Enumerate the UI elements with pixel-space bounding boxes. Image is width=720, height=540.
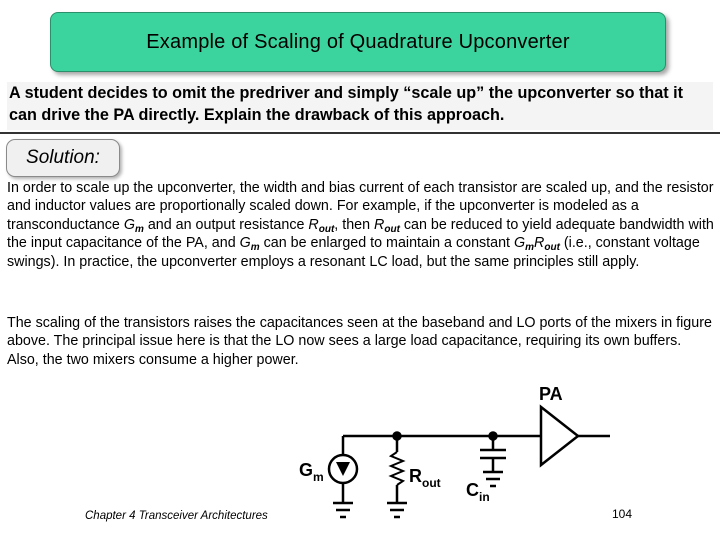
text-run: (i.e., constant voltage swings). In practice, the upconverter employs a resonant LC load, but the same principles still apply. [7,235,700,270]
rout-symbol: $R_{out}$ [374,216,400,235]
text-run: In order to scale up the upconverter, the width and bias current of each transistor are scaled up, and the resistor and inductor values are proportionally scaled down. For example, if the upconverter is modeled as a transconductance [7,180,714,233]
rout-symbol: $R_{out}$ [308,216,335,235]
ground-icon [387,503,407,517]
gm-symbol: $G_m$ [123,216,144,235]
text-run: , then [334,216,375,233]
ground-icon [483,472,503,486]
gm-symbol: $G_m$ [239,235,260,254]
problem-statement: A student decides to omit the predriver and simply “scale up” the upconverter so that it can drive the PA directly. Explain the drawback of this approach. [7,82,713,130]
page-number: 104 [612,507,633,521]
ground-icon [333,503,353,517]
gm-rout-product: $G_mR_{out}$ [514,235,560,254]
pa-label: PA [539,384,563,404]
gm-label: $G_m$ [299,460,324,484]
slide-title: Example of Scaling of Quadrature Upconverter [146,30,570,53]
text-run: can be enlarged to maintain a constant [259,235,514,252]
rout-label: $R_{out}$ [409,466,441,490]
resistor-symbol [391,452,403,485]
pa-amplifier-symbol [541,407,578,465]
current-arrow-icon [336,462,350,476]
cin-label: $C_{in}$ [466,480,490,504]
text-run: and an output resistance [143,216,309,233]
chapter-footer: Chapter 4 Transceiver Architectures [85,510,268,522]
solution-paragraph-2: The scaling of the transistors raises the capacitances seen at the baseband and LO ports of the mixers in figure above. The principal issue here is that the LO now sees a large load capacitance, requiring its own buffers. Also, the two mixers consume a higher power. [7,315,712,368]
text-run: can be reduced to yield adequate bandwidth with the input capacitance of the PA, and [7,216,714,252]
solution-label: Solution: [26,147,100,168]
